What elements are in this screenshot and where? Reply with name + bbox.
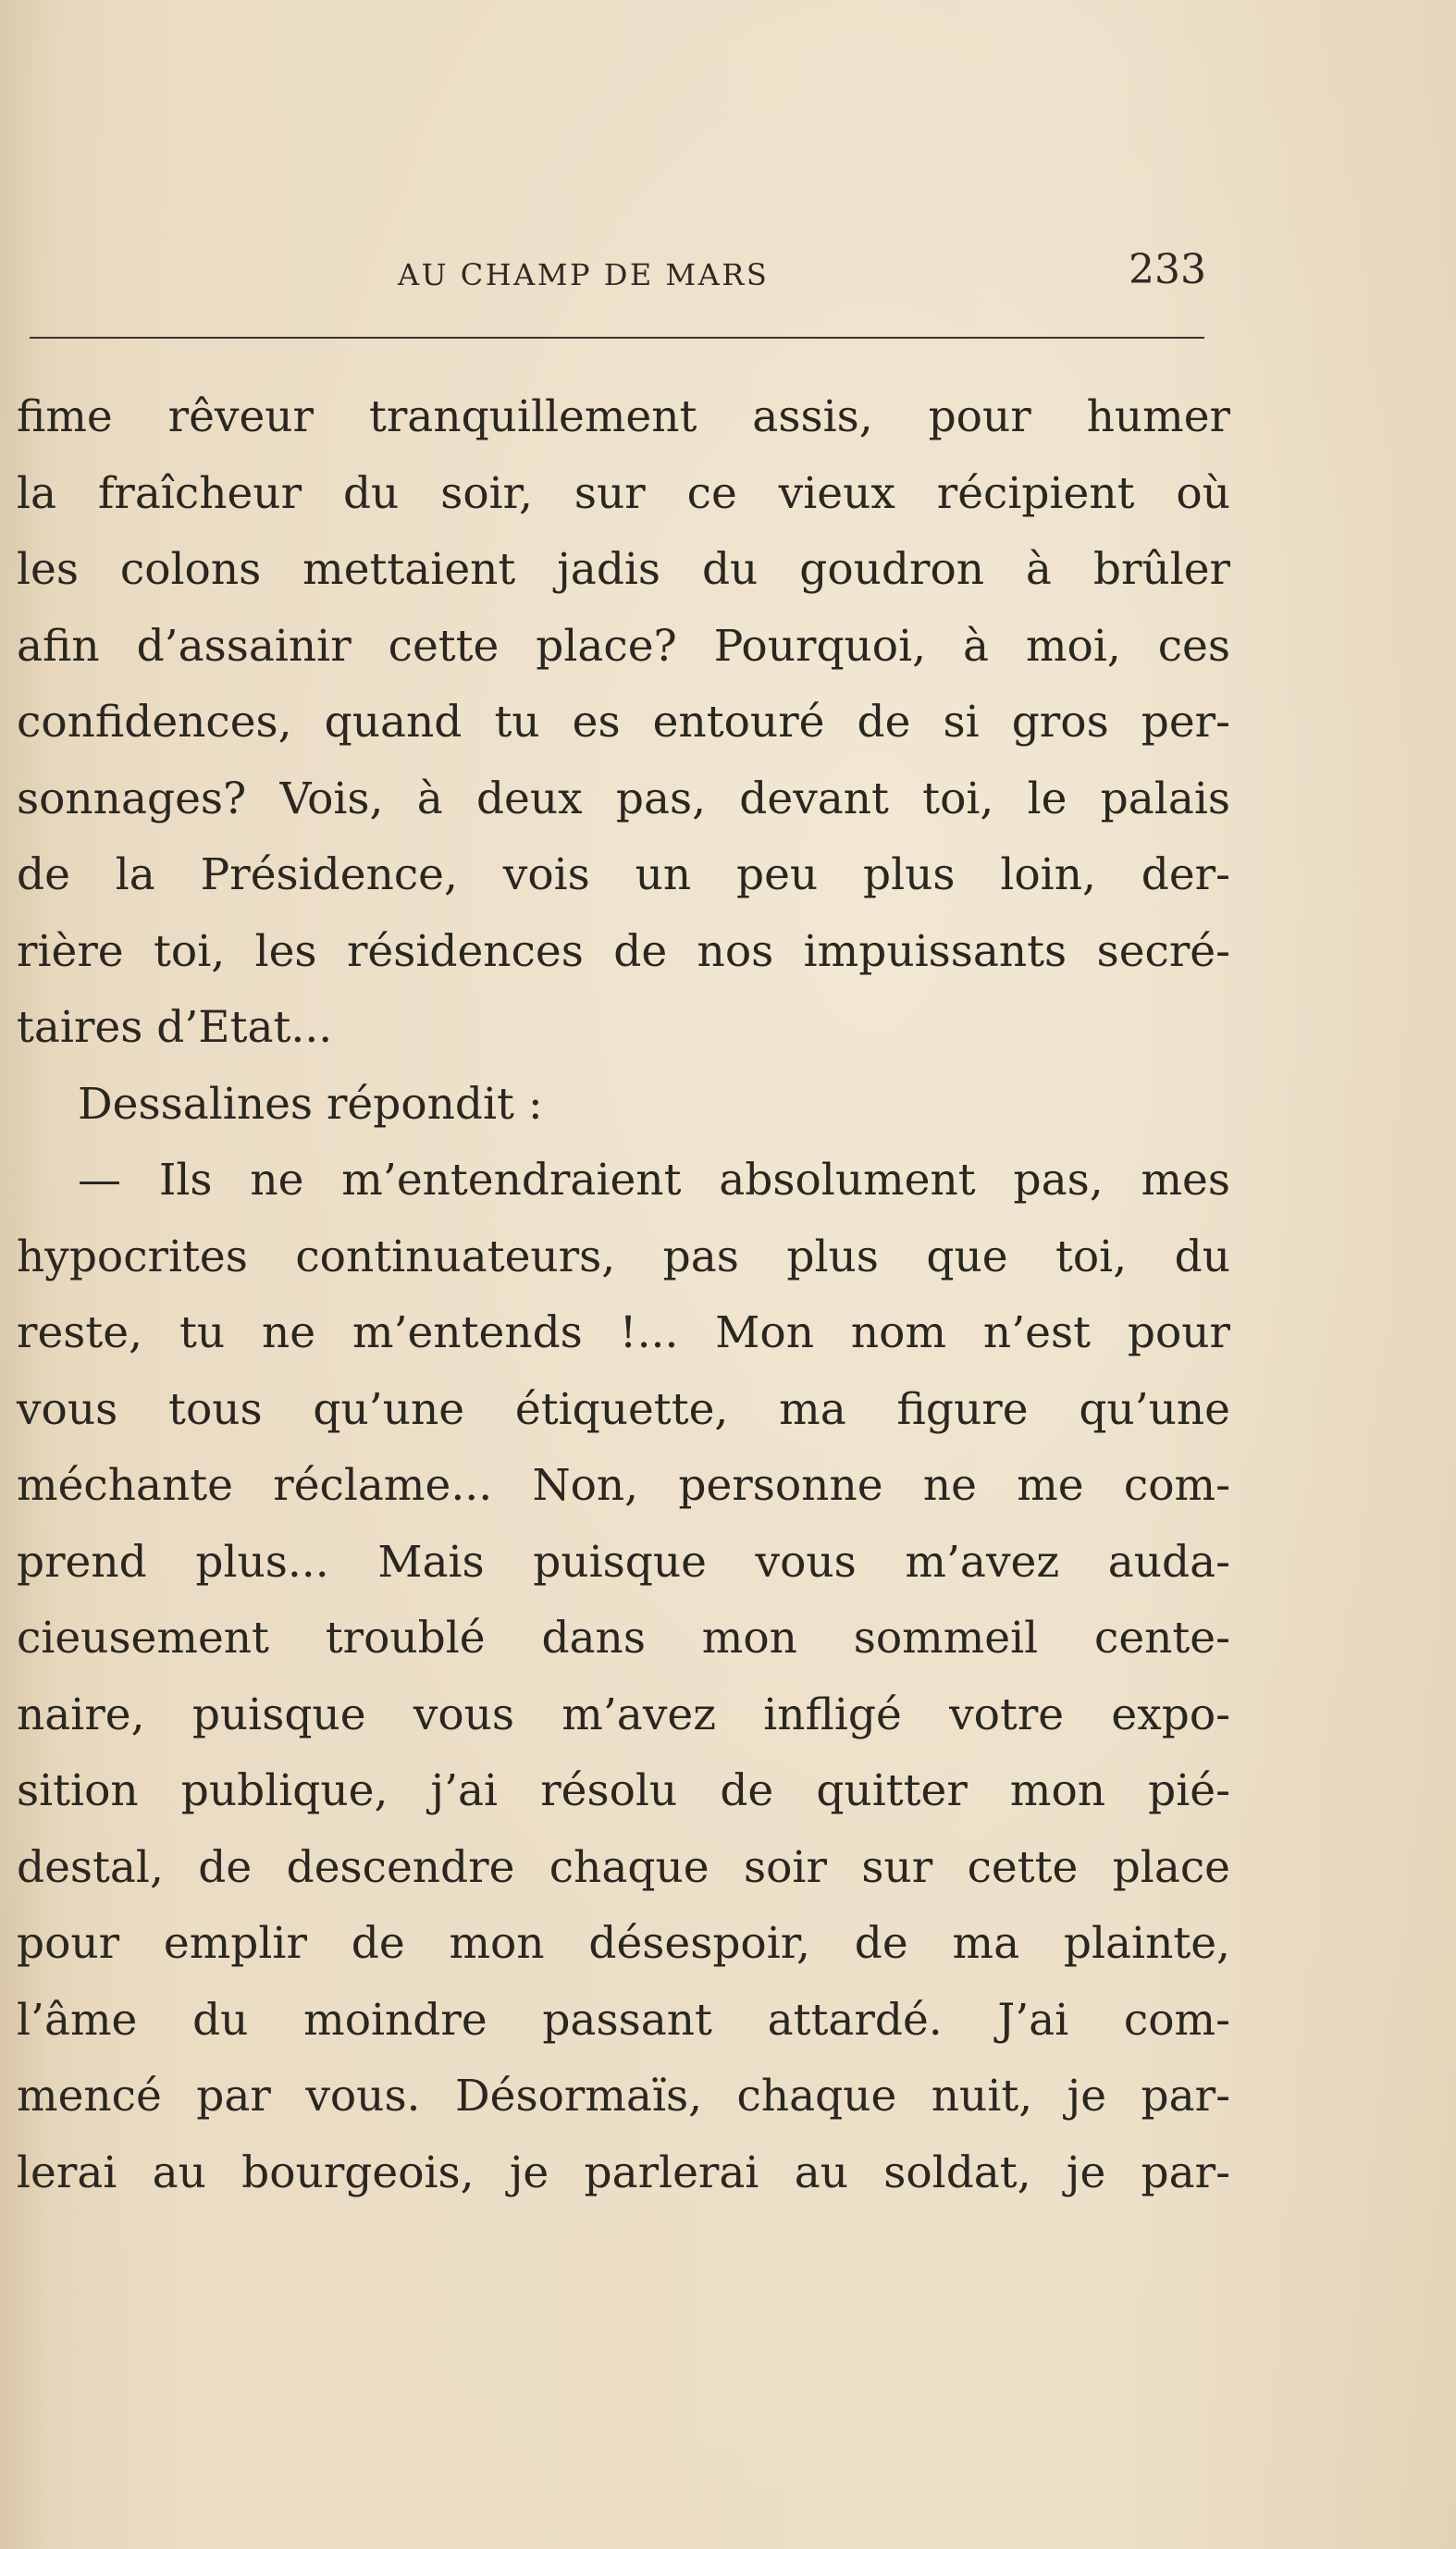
page-number: 233 <box>1129 246 1206 293</box>
text-line: l’âme du moindre passant attardé. J’ai com- <box>17 1994 1230 2046</box>
text-line: rière toi, les résidences de nos impuissants secré- <box>17 925 1230 977</box>
text-line: confidences, quand tu es entouré de si gros per- <box>17 697 1230 748</box>
text-line: reste, tu ne m’entends !... Mon nom n’est pour <box>17 1307 1230 1358</box>
text-line: sition publique, j’ai résolu de quitter mon pié- <box>17 1765 1230 1816</box>
text-line: la fraîcheur du soir, sur ce vieux récipient où <box>17 467 1230 519</box>
text-line: prend plus... Mais puisque vous m’avez auda- <box>17 1536 1230 1588</box>
text-line: destal, de descendre chaque soir sur cette place <box>17 1841 1230 1893</box>
text-line: vous tous qu’une étiquette, ma figure qu’une <box>17 1383 1230 1435</box>
text-line: les colons mettaient jadis du goudron à brûler <box>17 544 1230 595</box>
text-line: de la Présidence, vois un peu plus loin, der- <box>17 849 1230 900</box>
text-line: lerai au bourgeois, je parlerai au soldat, je par- <box>17 2147 1230 2198</box>
text-line: sonnages? Vois, à deux pas, devant toi, le palais <box>17 773 1230 824</box>
text-line: méchante réclame... Non, personne ne me com- <box>17 1460 1230 1511</box>
text-line: afin d’assainir cette place? Pourquoi, à moi, ces <box>17 620 1230 672</box>
text-line: naire, puisque vous m’avez infligé votre expo- <box>17 1689 1230 1740</box>
header-rule <box>30 337 1204 339</box>
text-line: cieusement troublé dans mon sommeil cente- <box>17 1613 1230 1664</box>
text-line: mencé par vous. Désormaïs, chaque nuit, je par- <box>17 2071 1230 2122</box>
text-line: pour emplir de mon désespoir, de ma plainte, <box>17 1918 1230 1969</box>
text-line: fime rêveur tranquillement assis, pour humer <box>17 391 1230 442</box>
body-text <box>17 379 1230 2211</box>
text-line: — Ils ne m’entendraient absolument pas, mes <box>78 1155 1230 1206</box>
text-line: hypocrites continuateurs, pas plus que toi, du <box>17 1231 1230 1282</box>
text-line: taires d’Etat... <box>17 1002 333 1053</box>
running-title: AU CHAMP DE MARS <box>398 257 770 292</box>
text-line: Dessalines répondit : <box>78 1078 543 1130</box>
